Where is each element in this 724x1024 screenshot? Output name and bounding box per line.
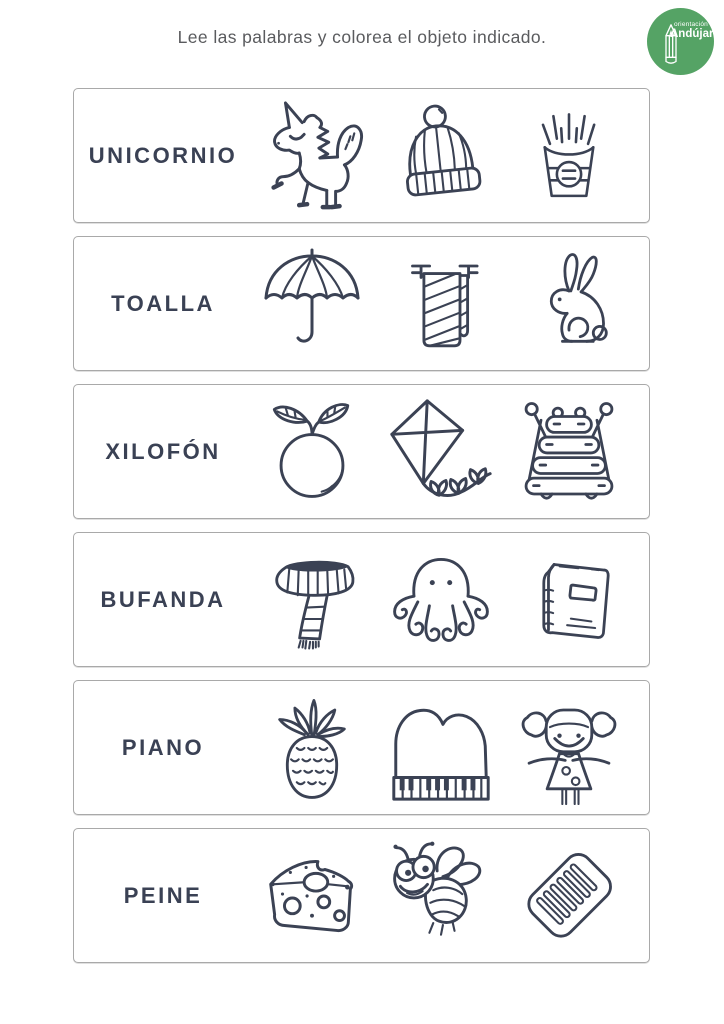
brand-logo <box>647 8 714 75</box>
french-fries-icon <box>517 104 621 208</box>
unicorn-icon <box>253 97 371 215</box>
octopus-icon <box>383 542 499 658</box>
grand-piano-image[interactable] <box>381 685 501 811</box>
comb-icon <box>512 839 626 953</box>
word-label: TOALLA <box>111 290 215 316</box>
scarf-image[interactable] <box>252 537 372 663</box>
rabbit-image[interactable] <box>509 241 629 367</box>
girl-icon <box>512 691 626 805</box>
worksheet-row <box>73 828 650 963</box>
beanie-hat-icon <box>384 99 498 213</box>
logo-text-small: orientación <box>674 21 708 28</box>
worksheet-title: Lee las palabras y colorea el objeto indicado. <box>177 27 547 47</box>
umbrella-icon <box>252 244 372 364</box>
xylophone-image[interactable] <box>509 389 629 515</box>
orange-icon <box>254 394 370 510</box>
french-fries-image[interactable] <box>509 93 629 219</box>
cheese-icon <box>253 837 371 955</box>
worksheet-row <box>73 88 650 223</box>
word-label: XILOFÓN <box>105 438 221 464</box>
kite-icon <box>382 393 500 511</box>
book-icon <box>513 544 625 656</box>
word-label: PIANO <box>121 734 205 760</box>
towel-icon <box>384 247 498 361</box>
book-image[interactable] <box>509 537 629 663</box>
xylophone-icon <box>513 396 625 508</box>
girl-image[interactable] <box>509 685 629 811</box>
pineapple-icon <box>255 691 369 805</box>
word-label: BUFANDA <box>100 586 226 612</box>
grand-piano-icon <box>382 689 500 807</box>
scarf-icon <box>255 543 369 657</box>
unicorn-image[interactable] <box>252 93 372 219</box>
pineapple-image[interactable] <box>252 685 372 811</box>
comb-image[interactable] <box>509 833 629 959</box>
worksheet-row <box>73 532 650 667</box>
kite-image[interactable] <box>381 389 501 515</box>
logo-text-big: Andújar <box>670 28 714 40</box>
word-label: PEINE <box>123 882 203 908</box>
word-label: UNICORNIO <box>88 142 238 168</box>
umbrella-image[interactable] <box>252 241 372 367</box>
bee-icon <box>383 838 499 954</box>
worksheet-row <box>73 236 650 371</box>
worksheet-rows <box>73 88 650 976</box>
worksheet-row <box>73 680 650 815</box>
orange-image[interactable] <box>252 389 372 515</box>
beanie-image[interactable] <box>381 93 501 219</box>
bee-image[interactable] <box>381 833 501 959</box>
rabbit-icon <box>513 248 625 360</box>
octopus-image[interactable] <box>381 537 501 663</box>
worksheet-row <box>73 384 650 519</box>
cheese-image[interactable] <box>252 833 372 959</box>
towel-image[interactable] <box>381 241 501 367</box>
